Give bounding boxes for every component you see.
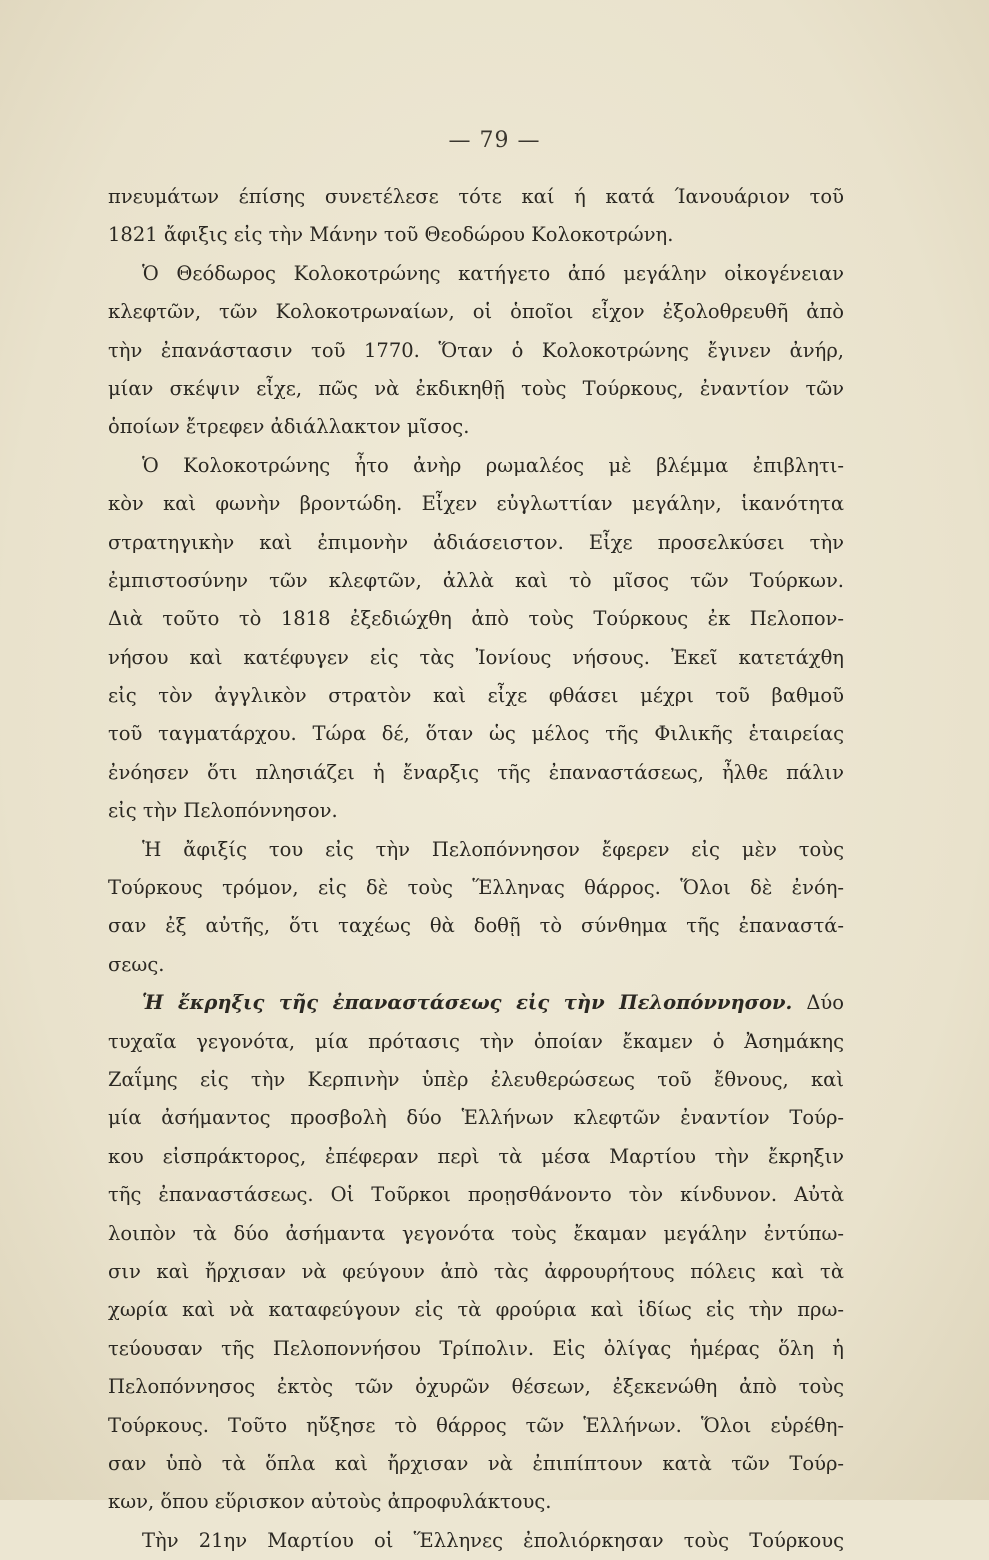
text-line: τῆς ἐπαναστάσεως. Οἱ Τοῦρκοι προῃσθάνοντο τὸν κίνδυνον. Αὐτὰ [108, 1183, 844, 1207]
text-line: σεως. [108, 952, 165, 976]
text-line: κλεφτῶν, τῶν Κολοκοτρωναίων, οἱ ὁποῖοι εἶχον ἐξολοθρευθῆ ἀπὸ [108, 300, 844, 324]
paragraph-3 [108, 447, 844, 831]
text-line: Τούρκους τρόμον, εἰς δὲ τοὺς Ἕλληνας θάρρος. Ὅλοι δὲ ἐνόη- [108, 876, 844, 900]
text-line: Ὁ Θεόδωρος Κολοκοτρώνης κατήγετο ἀπό μεγάλην οἰκογένειαν [142, 261, 844, 285]
text-line: Ἡ ἄφιξίς του εἰς τὴν Πελοπόννησον ἔφερεν εἰς μὲν τοὺς [142, 837, 844, 861]
text-line: Ζαΐμης εἰς τὴν Κερπινὴν ὑπὲρ ἐλευθερώσεως τοῦ ἔθνους, καὶ [108, 1067, 844, 1091]
heading-continuation: Δύο [792, 991, 844, 1015]
paragraph-6 [108, 1522, 844, 1560]
text-line: στρατηγικὴν καὶ ἐπιμονὴν ἀδιάσειστον. Εἶχε προσελκύσει τὴν [108, 530, 844, 554]
text-line: Διὰ τοῦτο τὸ 1818 ἐξεδιώχθη ἀπὸ τοὺς Τούρκους ἐκ Πελοπον- [108, 607, 844, 631]
section-heading: Ἡ ἔκρηξις τῆς ἐπαναστάσεως εἰς τὴν Πελοπόννησον. [142, 991, 793, 1015]
text-line: λοιπὸν τὰ δύο ἀσήμαντα γεγονότα τοὺς ἔκαμαν μεγάλην ἐντύπω- [108, 1221, 844, 1245]
paragraph-4 [108, 831, 844, 985]
text-line: σαν ἐξ αὐτῆς, ὅτι ταχέως θὰ δοθῇ τὸ σύνθημα τῆς ἐπαναστά- [108, 914, 844, 938]
body-text [108, 178, 844, 1560]
text-line: Τὴν 21ην Μαρτίου οἱ Ἕλληνες ἐπολιόρκησαν τοὺς Τούρκους [142, 1528, 844, 1552]
text-line: 1821 ἄφιξις εἰς τὴν Μάνην τοῦ Θεοδώρου Κολοκοτρώνη. [108, 223, 674, 247]
text-line: σαν ὑπὸ τὰ ὅπλα καὶ ἤρχισαν νὰ ἐπιπίπτουν κατὰ τῶν Τούρ- [108, 1451, 844, 1475]
text-line: τυχαῖα γεγονότα, μία πρότασις τὴν ὁποίαν ἔκαμεν ὁ Ἀσημάκης [108, 1029, 844, 1053]
text-line: χωρία καὶ νὰ καταφεύγουν εἰς τὰ φρούρια καὶ ἰδίως εἰς τὴν πρω- [108, 1298, 844, 1322]
text-line: σιν καὶ ἤρχισαν νὰ φεύγουν ἀπὸ τὰς ἀφρουρήτους πόλεις καὶ τὰ [108, 1259, 844, 1283]
text-line: κου εἰσπράκτορος, ἐπέφεραν περὶ τὰ μέσα Μαρτίου τὴν ἔκρηξιν [108, 1144, 844, 1168]
text-line: Πελοπόννησος ἐκτὸς τῶν ὀχυρῶν θέσεων, ἐξεκενώθη ἀπὸ τοὺς [108, 1375, 844, 1399]
text-line: μία ἀσήμαντος προσβολὴ δύο Ἑλλήνων κλεφτῶν ἐναντίον Τούρ- [108, 1106, 844, 1130]
text-line: νήσου καὶ κατέφυγεν εἰς τὰς Ἰονίους νήσους. Ἐκεῖ κατετάχθη [108, 645, 844, 669]
text-line: Τούρκους. Τοῦτο ηὔξησε τὸ θάρρος τῶν Ἑλλήνων. Ὅλοι εὑρέθη- [108, 1413, 844, 1437]
text-line: τεύουσαν τῆς Πελοποννήσου Τρίπολιν. Εἰς ὀλίγας ἡμέρας ὅλη ἡ [108, 1336, 844, 1360]
text-line: εἰς τὸν ἀγγλικὸν στρατὸν καὶ εἶχε φθάσει μέχρι τοῦ βαθμοῦ [108, 684, 844, 708]
text-line: ἐνόησεν ὅτι πλησιάζει ἡ ἔναρξις τῆς ἐπαναστάσεως, ἦλθε πάλιν [108, 760, 844, 784]
paragraph-5 [108, 984, 844, 1521]
text-line: πνευμάτων έπίσης συνετέλεσε τότε καί ή κατά Ίανουάριον τοῦ [108, 185, 844, 208]
text-line [108, 984, 844, 1022]
text-line: μίαν σκέψιν εἶχε, πῶς νὰ ἐκδικηθῇ τοὺς Τούρκους, ἐναντίον τῶν [108, 376, 844, 400]
text-line: ὁποίων ἔτρεφεν ἀδιάλλακτον μῖσος. [108, 415, 470, 439]
page-number: — 79 — [448, 128, 541, 153]
text-line: ἐμπιστοσύνην τῶν κλεφτῶν, ἀλλὰ καὶ τὸ μῖσος τῶν Τούρκων. [108, 568, 844, 592]
text-line: κων, ὅπου εὕρισκον αὐτοὺς ἀπροφυλάκτους. [108, 1490, 552, 1514]
text-line: τὴν ἐπανάστασιν τοῦ 1770. Ὅταν ὁ Κολοκοτρώνης ἔγινεν ἀνήρ, [108, 338, 844, 362]
text-line: Ὁ Κολοκοτρώνης ἦτο ἀνὴρ ρωμαλέος μὲ βλέμμα ἐπιβλητι- [142, 453, 844, 477]
text-line: κὸν καὶ φωνὴν βροντώδη. Εἶχεν εὐγλωττίαν μεγάλην, ἱκανότητα [108, 492, 844, 516]
text-line: τοῦ ταγματάρχου. Τώρα δέ, ὅταν ὡς μέλος τῆς Φιλικῆς ἑταιρείας [108, 722, 844, 746]
paragraph-2 [108, 255, 844, 447]
paragraph-1 [108, 178, 844, 255]
text-line: εἰς τὴν Πελοπόννησον. [108, 799, 338, 823]
